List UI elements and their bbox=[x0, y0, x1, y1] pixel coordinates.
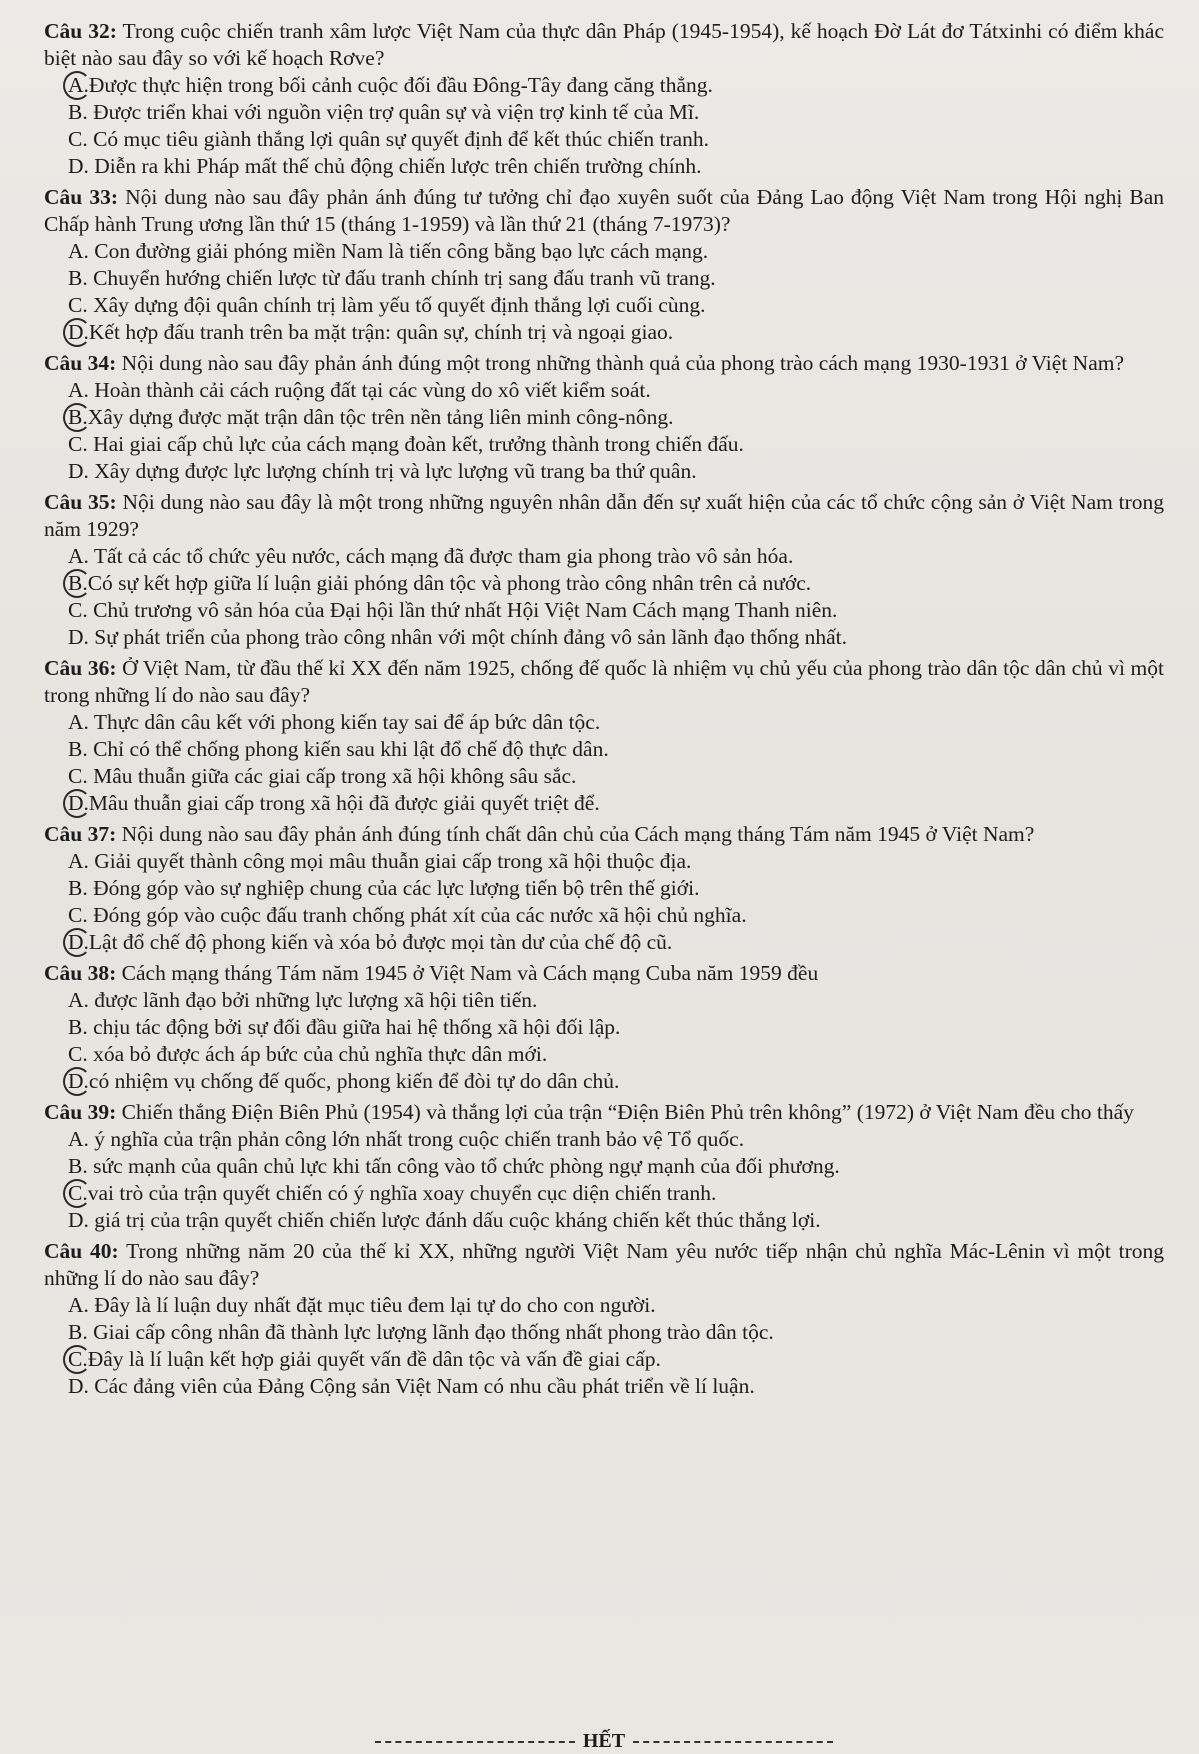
option-letter: B. bbox=[68, 876, 88, 900]
option-list bbox=[44, 238, 1164, 346]
option-text: Tất cả các tổ chức yêu nước, cách mạng đã được tham gia phong trào vô sản hóa. bbox=[93, 544, 794, 568]
option-c[interactable] bbox=[44, 902, 1164, 929]
option-text: Con đường giải phóng miền Nam là tiến công bằng bạo lực cách mạng. bbox=[94, 239, 709, 263]
option-letter: D. bbox=[68, 459, 89, 483]
option-text: Mâu thuẫn giai cấp trong xã hội đã được giải quyết triệt để. bbox=[88, 791, 600, 815]
option-letter: C. bbox=[68, 598, 88, 622]
option-text: xóa bỏ được ách áp bức của chủ nghĩa thực dân mới. bbox=[93, 1042, 548, 1066]
option-text: Chuyển hướng chiến lược từ đấu tranh chính trị sang đấu tranh vũ trang. bbox=[93, 266, 716, 290]
option-text: Hai giai cấp chủ lực của cách mạng đoàn kết, trưởng thành trong chiến đấu. bbox=[93, 432, 744, 456]
option-text: Đóng góp vào cuộc đấu tranh chống phát xít của các nước xã hội chủ nghĩa. bbox=[93, 903, 747, 927]
option-text: Giải quyết thành công mọi mâu thuẫn giai cấp trong xã hội thuộc địa. bbox=[94, 849, 692, 873]
question-number: Câu 39: bbox=[44, 1100, 117, 1124]
option-letter: B. bbox=[68, 1320, 88, 1344]
option-letter: D. bbox=[68, 791, 89, 815]
option-text: Xây dựng được mặt trận dân tộc trên nền tảng liên minh công-nông. bbox=[87, 405, 674, 429]
question-list bbox=[44, 18, 1165, 1752]
option-text: Kết hợp đấu tranh trên ba mặt trận: quân sự, chính trị và ngoại giao. bbox=[88, 320, 674, 344]
option-letter: D. bbox=[68, 1208, 89, 1232]
option-d[interactable] bbox=[44, 1207, 1164, 1234]
option-text: Xây dựng đội quân chính trị làm yếu tố quyết định thắng lợi cuối cùng. bbox=[93, 293, 706, 317]
question-stem: Ở Việt Nam, từ đầu thế kỉ XX đến năm 1925, chống đế quốc là nhiệm vụ chủ yếu của phong trào dân tộc dân chủ vì một trong những lí do nào sau đây? bbox=[44, 656, 1164, 707]
option-letter: A. bbox=[68, 710, 89, 734]
option-letter: A. bbox=[68, 849, 89, 873]
option-d[interactable] bbox=[44, 153, 1164, 180]
option-text: chịu tác động bởi sự đối đầu giữa hai hệ thống xã hội đối lập. bbox=[93, 1015, 621, 1039]
option-list bbox=[44, 1126, 1164, 1234]
option-a[interactable] bbox=[44, 1292, 1164, 1319]
option-text: giá trị của trận quyết chiến chiến lược đánh dấu cuộc kháng chiến kết thúc thắng lợi. bbox=[94, 1208, 821, 1232]
option-letter: D. bbox=[68, 1069, 89, 1093]
option-letter: A. bbox=[68, 544, 89, 568]
question-40 bbox=[44, 1238, 1164, 1400]
option-letter: B. bbox=[68, 405, 88, 429]
option-text: Lật đổ chế độ phong kiến và xóa bỏ được mọi tàn dư của chế độ cũ. bbox=[88, 930, 673, 954]
question-37 bbox=[44, 821, 1164, 956]
question-stem: Nội dung nào sau đây phản ánh đúng tư tưởng chỉ đạo xuyên suốt của Đảng Lao động Việt Nam trong Hội nghị Ban Chấp hành Trung ương lần thứ 15 (tháng 1-1959) và lần thứ 21 (tháng 7-1973)? bbox=[44, 185, 1165, 236]
option-text: Được thực hiện trong bối cảnh cuộc đối đầu Đông-Tây đang căng thẳng. bbox=[88, 73, 713, 97]
option-letter: C. bbox=[68, 1042, 88, 1066]
option-list bbox=[44, 709, 1164, 817]
question-stem: Nội dung nào sau đây là một trong những nguyên nhân dẫn đến sự xuất hiện của các tổ chức cộng sản ở Việt Nam trong năm 1929? bbox=[44, 490, 1164, 541]
option-d[interactable] bbox=[44, 929, 1164, 956]
end-text: HẾT bbox=[582, 1730, 626, 1752]
option-a[interactable] bbox=[44, 848, 1164, 875]
option-d[interactable] bbox=[44, 319, 1164, 346]
option-letter: D. bbox=[68, 625, 89, 649]
option-text: Diễn ra khi Pháp mất thế chủ động chiến lược trên chiến trường chính. bbox=[94, 154, 702, 178]
option-d[interactable] bbox=[44, 624, 1164, 651]
option-text: Đóng góp vào sự nghiệp chung của các lực lượng tiến bộ trên thế giới. bbox=[93, 876, 700, 900]
option-list bbox=[44, 987, 1164, 1095]
option-letter: C. bbox=[68, 1181, 88, 1205]
option-letter: A. bbox=[68, 988, 89, 1012]
option-text: có nhiệm vụ chống đế quốc, phong kiến để đòi tự do dân chủ. bbox=[88, 1069, 620, 1093]
divider bbox=[375, 1741, 575, 1743]
option-b[interactable] bbox=[44, 1319, 1164, 1346]
option-text: Có sự kết hợp giữa lí luận giải phóng dân tộc và phong trào công nhân trên cả nước. bbox=[87, 571, 812, 595]
option-text: sức mạnh của quân chủ lực khi tấn công vào tổ chức phòng ngự mạnh của đối phương. bbox=[93, 1154, 840, 1178]
option-text: ý nghĩa của trận phản công lớn nhất trong cuộc chiến tranh bảo vệ Tổ quốc. bbox=[94, 1127, 745, 1151]
option-letter: B. bbox=[68, 266, 88, 290]
option-letter: C. bbox=[68, 293, 88, 317]
option-text: Sự phát triển của phong trào công nhân với một chính đảng vô sản lãnh đạo thống nhất. bbox=[94, 625, 847, 649]
option-letter: D. bbox=[68, 154, 89, 178]
option-letter: B. bbox=[68, 571, 88, 595]
option-letter: A. bbox=[68, 378, 89, 402]
option-list bbox=[44, 848, 1164, 956]
option-letter: D. bbox=[68, 1374, 89, 1398]
option-text: Được triển khai với nguồn viện trợ quân sự và viện trợ kinh tế của Mĩ. bbox=[93, 100, 700, 124]
question-stem: Trong cuộc chiến tranh xâm lược Việt Nam của thực dân Pháp (1945-1954), kế hoạch Đờ Lát đơ Tátxinhi có điểm khác biệt nào sau đây so với kế hoạch Rơve? bbox=[44, 19, 1164, 70]
option-text: Mâu thuẫn giữa các giai cấp trong xã hội không sâu sắc. bbox=[93, 764, 577, 788]
question-number: Câu 37: bbox=[44, 822, 117, 846]
option-text: Đây là lí luận kết hợp giải quyết vấn đề dân tộc và vấn đề giai cấp. bbox=[87, 1347, 661, 1371]
option-list bbox=[44, 1292, 1164, 1400]
question-34 bbox=[44, 350, 1164, 485]
option-a[interactable] bbox=[44, 987, 1164, 1014]
option-c[interactable] bbox=[44, 763, 1164, 790]
option-letter: C. bbox=[68, 127, 88, 151]
option-b[interactable] bbox=[44, 1014, 1164, 1041]
question-stem: Chiến thắng Điện Biên Phủ (1954) và thắng lợi của trận “Điện Biên Phủ trên không” (1972) ở Việt Nam đều cho thấy bbox=[121, 1100, 1134, 1124]
question-stem: Cách mạng tháng Tám năm 1945 ở Việt Nam và Cách mạng Cuba năm 1959 đều bbox=[121, 961, 819, 985]
option-list bbox=[44, 72, 1164, 180]
question-36 bbox=[44, 655, 1164, 817]
option-letter: D. bbox=[68, 320, 89, 344]
question-number: Câu 32: bbox=[44, 19, 117, 43]
question-number: Câu 36: bbox=[44, 656, 117, 680]
question-35 bbox=[44, 489, 1164, 651]
option-b[interactable] bbox=[44, 404, 1164, 431]
option-text: Các đảng viên của Đảng Cộng sản Việt Nam có nhu cầu phát triển về lí luận. bbox=[94, 1374, 755, 1398]
option-letter: A. bbox=[68, 73, 89, 97]
option-d[interactable] bbox=[44, 1373, 1164, 1400]
option-text: Chỉ có thể chống phong kiến sau khi lật đổ chế độ thực dân. bbox=[93, 737, 609, 761]
option-d[interactable] bbox=[44, 458, 1164, 485]
option-b[interactable] bbox=[44, 99, 1164, 126]
option-a[interactable] bbox=[44, 72, 1164, 99]
question-number: Câu 38: bbox=[44, 961, 117, 985]
option-a[interactable] bbox=[44, 377, 1164, 404]
option-text: Có mục tiêu giành thắng lợi quân sự quyết định để kết thúc chiến tranh. bbox=[93, 127, 710, 151]
question-stem: Nội dung nào sau đây phản ánh đúng tính chất dân chủ của Cách mạng tháng Tám năm 1945 ở Việt Nam? bbox=[121, 822, 1035, 846]
option-letter: B. bbox=[68, 737, 88, 761]
option-letter: C. bbox=[68, 432, 88, 456]
option-b[interactable] bbox=[44, 875, 1164, 902]
option-a[interactable] bbox=[44, 709, 1164, 736]
option-list bbox=[44, 543, 1164, 651]
end-marker bbox=[44, 1730, 1164, 1753]
question-number: Câu 35: bbox=[44, 490, 117, 514]
option-text: được lãnh đạo bởi những lực lượng xã hội tiên tiến. bbox=[94, 988, 538, 1012]
question-number: Câu 34: bbox=[44, 351, 117, 375]
option-letter: A. bbox=[68, 1127, 89, 1151]
option-b[interactable] bbox=[44, 570, 1164, 597]
option-text: Thực dân câu kết với phong kiến tay sai để áp bức dân tộc. bbox=[93, 710, 601, 734]
option-c[interactable] bbox=[44, 431, 1164, 458]
divider bbox=[633, 1741, 833, 1743]
option-list bbox=[44, 377, 1164, 485]
option-letter: B. bbox=[68, 100, 88, 124]
option-c[interactable] bbox=[44, 597, 1164, 624]
option-d[interactable] bbox=[44, 790, 1164, 817]
option-c[interactable] bbox=[44, 126, 1164, 153]
option-b[interactable] bbox=[44, 736, 1164, 763]
option-a[interactable] bbox=[44, 1126, 1164, 1153]
question-39 bbox=[44, 1099, 1164, 1234]
option-a[interactable] bbox=[44, 238, 1164, 265]
question-number: Câu 33: bbox=[44, 185, 118, 209]
option-text: Chủ trương vô sản hóa của Đại hội lần thứ nhất Hội Việt Nam Cách mạng Thanh niên. bbox=[93, 598, 838, 622]
question-38 bbox=[44, 960, 1164, 1095]
question-stem: Trong những năm 20 của thế kỉ XX, những người Việt Nam yêu nước tiếp nhận chủ nghĩa Mác-Lênin vì một trong những lí do nào sau đây? bbox=[44, 1239, 1164, 1290]
option-d[interactable] bbox=[44, 1068, 1164, 1095]
option-c[interactable] bbox=[44, 1346, 1164, 1373]
option-letter: A. bbox=[68, 1293, 89, 1317]
option-letter: C. bbox=[68, 1347, 88, 1371]
option-letter: A. bbox=[68, 239, 89, 263]
option-text: Xây dựng được lực lượng chính trị và lực lượng vũ trang ba thứ quân. bbox=[94, 459, 697, 483]
option-b[interactable] bbox=[44, 1153, 1164, 1180]
option-letter: B. bbox=[68, 1015, 88, 1039]
option-b[interactable] bbox=[44, 265, 1164, 292]
option-c[interactable] bbox=[44, 292, 1164, 319]
option-text: vai trò của trận quyết chiến có ý nghĩa xoay chuyển cục diện chiến tranh. bbox=[87, 1181, 717, 1205]
option-c[interactable] bbox=[44, 1180, 1164, 1207]
option-letter: B. bbox=[68, 1154, 88, 1178]
option-a[interactable] bbox=[44, 543, 1164, 570]
option-c[interactable] bbox=[44, 1041, 1164, 1068]
question-33 bbox=[44, 184, 1164, 346]
question-number: Câu 40: bbox=[44, 1239, 119, 1263]
question-stem: Nội dung nào sau đây phản ánh đúng một trong những thành quả của phong trào cách mạng 1930-1931 ở Việt Nam? bbox=[121, 351, 1125, 375]
option-letter: C. bbox=[68, 764, 88, 788]
option-letter: C. bbox=[68, 903, 88, 927]
option-text: Đây là lí luận duy nhất đặt mục tiêu đem lại tự do cho con người. bbox=[94, 1293, 656, 1317]
option-text: Giai cấp công nhân đã thành lực lượng lãnh đạo thống nhất phong trào dân tộc. bbox=[93, 1320, 774, 1344]
option-text: Hoàn thành cải cách ruộng đất tại các vùng do xô viết kiểm soát. bbox=[94, 378, 651, 402]
question-32 bbox=[44, 18, 1164, 180]
option-letter: D. bbox=[68, 930, 89, 954]
